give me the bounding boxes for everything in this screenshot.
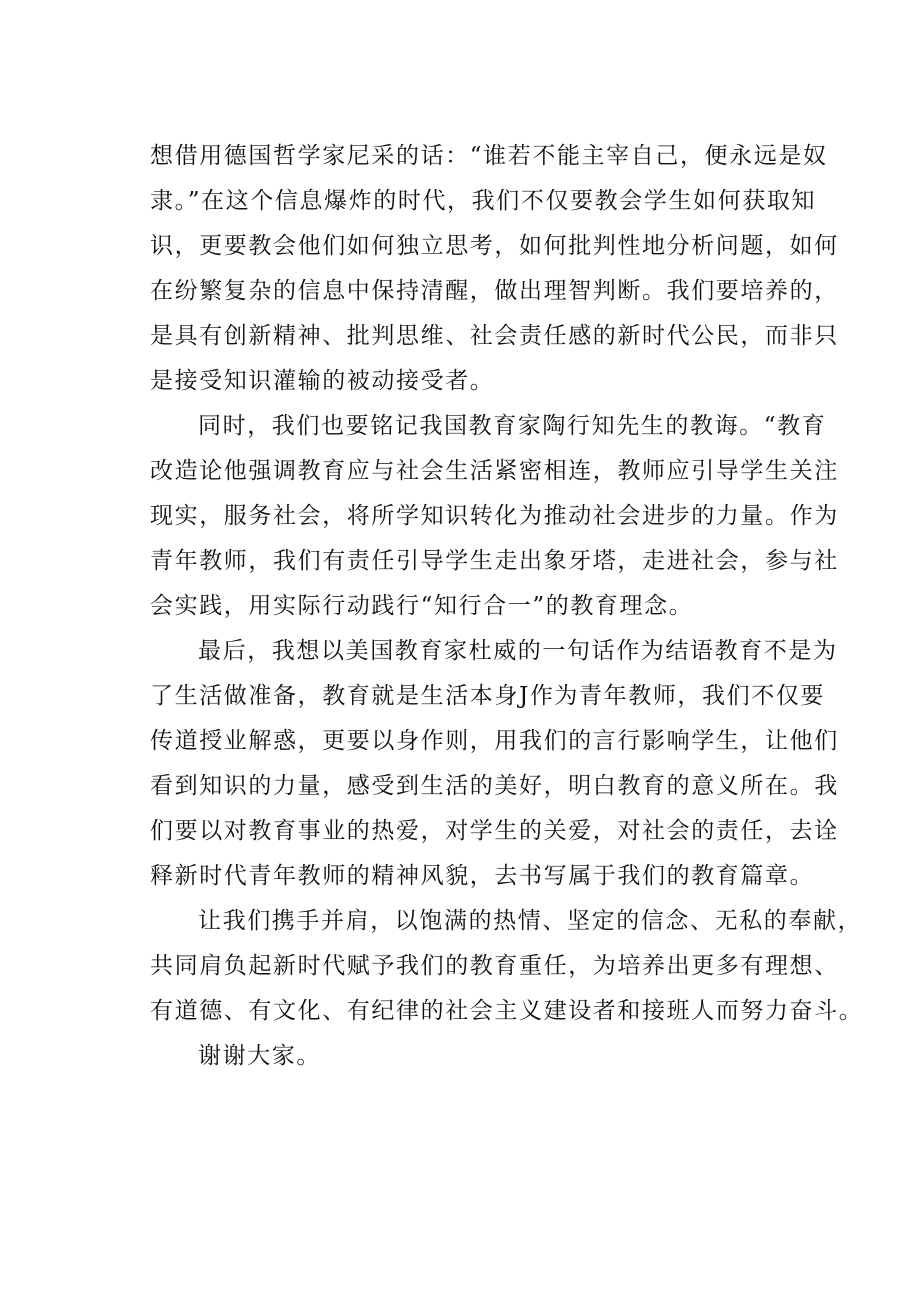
text-line: 在纷繁复杂的信息中保持清醒，做出理智判断。我们要培养的， [150, 278, 839, 304]
text-line: 释新时代青年教师的精神风貌，去书写属于我们的教育篇章。 [150, 863, 815, 889]
text-line: 是具有创新精神、批判思维、社会责任感的新时代公民，而非只 [150, 323, 839, 349]
text-line: 想借用德国哲学家尼采的话：“谁若不能主宰自己，便永远是奴 [150, 143, 828, 169]
paragraph-start-line: 同时，我们也要铭记我国教育家陶行知先生的教诲。“教育 [198, 413, 827, 439]
text-line: 是接受知识灌输的被动接受者。 [150, 368, 495, 394]
text-line: 会实践，用实际行动践行“知行合一”的教育理念。 [150, 593, 694, 619]
text-line: 识，更要教会他们如何独立思考，如何批判性地分析问题，如何 [150, 233, 839, 259]
text-line: 有道德、有文化、有纪律的社会主义建设者和接班人而努力奋斗。 [150, 998, 864, 1024]
text-line: 看到知识的力量，感受到生活的美好，明白教育的意义所在。我 [150, 773, 839, 799]
text-line: 传道授业解惑，更要以身作则，用我们的言行影响学生，让他们 [150, 728, 839, 754]
closing-line: 谢谢大家。 [198, 1043, 321, 1069]
text-line: 共同肩负起新时代赋予我们的教育重任，为培养出更多有理想、 [150, 953, 839, 979]
paragraph-start-line: 让我们携手并肩，以饱满的热情、坚定的信念、无私的奉献， [198, 908, 863, 934]
text-line: 们要以对教育事业的热爱，对学生的关爱，对社会的责任，去诠 [150, 818, 839, 844]
text-line: 青年教师，我们有责任引导学生走出象牙塔，走进社会，参与社 [150, 548, 839, 574]
paragraph-start-line: 最后，我想以美国教育家杜威的一句话作为结语教育不是为 [198, 638, 838, 664]
document-body [150, 134, 864, 1079]
text-line: 现实，服务社会，将所学知识转化为推动社会进步的力量。作为 [150, 503, 839, 529]
text-line: 改造论他强调教育应与社会生活紧密相连，教师应引导学生关注 [150, 458, 839, 484]
text-line: 了生活做准备，教育就是生活本身J作为青年教师，我们不仅要 [150, 683, 826, 709]
text-line: 隶。”在这个信息爆炸的时代，我们不仅要教会学生如何获取知 [150, 188, 817, 214]
